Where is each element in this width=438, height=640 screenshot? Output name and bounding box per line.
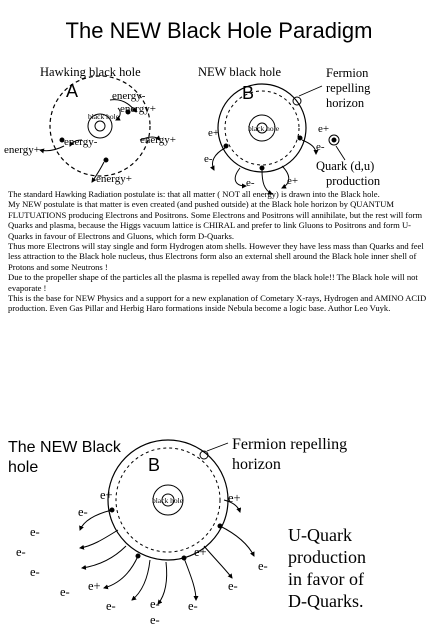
page-title: The NEW Black Hole Paradigm: [65, 18, 373, 43]
particle-label: e-: [188, 599, 198, 613]
emission-arrow: [82, 546, 126, 568]
pair-dot: [224, 144, 228, 148]
new-bh-letter: B: [242, 83, 255, 103]
particle-label: e-: [30, 525, 40, 539]
pair-dot: [260, 166, 264, 170]
pair-dot: [218, 524, 222, 528]
particle-label: e+: [208, 127, 220, 139]
particle-label: e-: [78, 505, 88, 519]
emission-arrow: [80, 530, 118, 548]
particle-label: e-: [228, 579, 238, 593]
particle-label: e+: [100, 488, 113, 502]
emission-arrow: [132, 560, 150, 600]
bottom-core-label: black hole: [152, 496, 184, 505]
energy-label: energy+: [140, 134, 176, 146]
new-bh-heading: NEW black hole: [198, 65, 282, 79]
bottom-fermion-line: Fermion repelling: [232, 436, 348, 453]
fermion-label-line: repelling: [326, 81, 371, 95]
hawking-letter: A: [66, 81, 79, 101]
energy-arrow: [40, 146, 64, 151]
particle-label: e-: [246, 177, 255, 189]
fermion-label-line: horizon: [326, 96, 365, 110]
paragraph: The standard Hawking Radiation postulate is: that all matter ( NOT all energy) is drawn into the Black hole.: [8, 189, 380, 199]
emission-arrow: [212, 148, 225, 170]
quark-particle-core: [332, 138, 336, 142]
uquark-line: in favor of: [288, 569, 364, 589]
energy-label: energy-: [112, 90, 146, 102]
hawking-heading: Hawking black hole: [40, 65, 141, 79]
particle-label: e-: [150, 597, 160, 611]
bottom-letter: B: [148, 455, 161, 475]
uquark-line: production: [288, 547, 366, 567]
hawking-core-label: black hole: [88, 112, 120, 121]
pair-dot: [298, 136, 302, 140]
leader-line: [207, 443, 228, 451]
energy-label: energy+: [96, 173, 132, 185]
fermion-label-line: Fermion: [326, 66, 369, 80]
emission-arrow: [220, 526, 254, 556]
bottom-heading-line: hole: [8, 459, 39, 476]
particle-label: e-: [106, 599, 116, 613]
particle-label: e-: [316, 141, 325, 153]
paragraph: My NEW postulate is that matter is even created (and pushed outside) at the Black hole horizon by QUANTUM FLUTUATIONS producing Electrons and Positrons. Some Electrons and Positrons will annihilate, but the rest will form Quarks and plasma, because the Higgs vacuum lattice is CHIRAL and prefer to link Gluons to Positrons and form U- Quarks in favour of Electrons and Gluons, which form D-Quarks.: [8, 199, 423, 241]
emission-arrow: [104, 556, 138, 588]
pair-dot: [182, 556, 186, 560]
particle-label: e-: [16, 545, 26, 559]
particle-label: e-: [258, 559, 268, 573]
pair-dot: [104, 158, 108, 162]
emission-arrow: [184, 558, 196, 600]
paragraph: This is the base for NEW Physics and a support for a new explanation of Cometary X-rays, Hydrogen and AMINO ACID production. Even Gas Pillar and Herbig Haro formations inside Nebula become a logic base. Author Leo Vuyk.: [8, 293, 427, 314]
pair-dot: [136, 554, 140, 558]
explanation-text: [8, 189, 434, 314]
uquark-line: D-Quarks.: [288, 591, 364, 611]
particle-label: e-: [30, 565, 40, 579]
particle-label: e+: [287, 175, 299, 187]
energy-label: energy+: [4, 144, 40, 156]
quark-label-line: production: [326, 174, 381, 188]
paragraph: Thus more Electrons will stay single and form Hydrogen atom shells. However they have less mass than Quarks and feel less attraction to the Black hole nucleus, thus Electrons form also an external shell around the Black hole inner shell of Protons and some Neutrons !: [8, 241, 424, 272]
particle-label: e+: [318, 123, 330, 135]
pair-dot: [110, 508, 114, 512]
emission-arrow: [235, 168, 246, 186]
particle-label: e+: [194, 545, 207, 559]
energy-label: energy-: [64, 136, 98, 148]
emission-arrow: [204, 546, 232, 578]
particle-label: e-: [204, 153, 213, 165]
particle-label: e-: [60, 585, 70, 599]
bottom-fermion-line: horizon: [232, 456, 281, 473]
uquark-line: U-Quark: [288, 525, 352, 545]
particle-label: e+: [88, 579, 101, 593]
paragraph: Due to the propeller shape of the particles all the plasma is repelled away from the black hole!! The Black hole will not evaporate !: [8, 272, 418, 293]
bottom-heading-line: The NEW Black: [8, 439, 121, 456]
energy-label: energy+: [120, 103, 156, 115]
particle-label: e+: [228, 491, 241, 505]
new-bh-core-label: black hole: [248, 124, 280, 133]
quark-label-line: Quark (d,u): [316, 159, 375, 173]
leader-line: [299, 86, 322, 96]
leader-line: [336, 146, 345, 160]
particle-label: e-: [150, 613, 160, 627]
core-inner-ring: [95, 121, 105, 131]
